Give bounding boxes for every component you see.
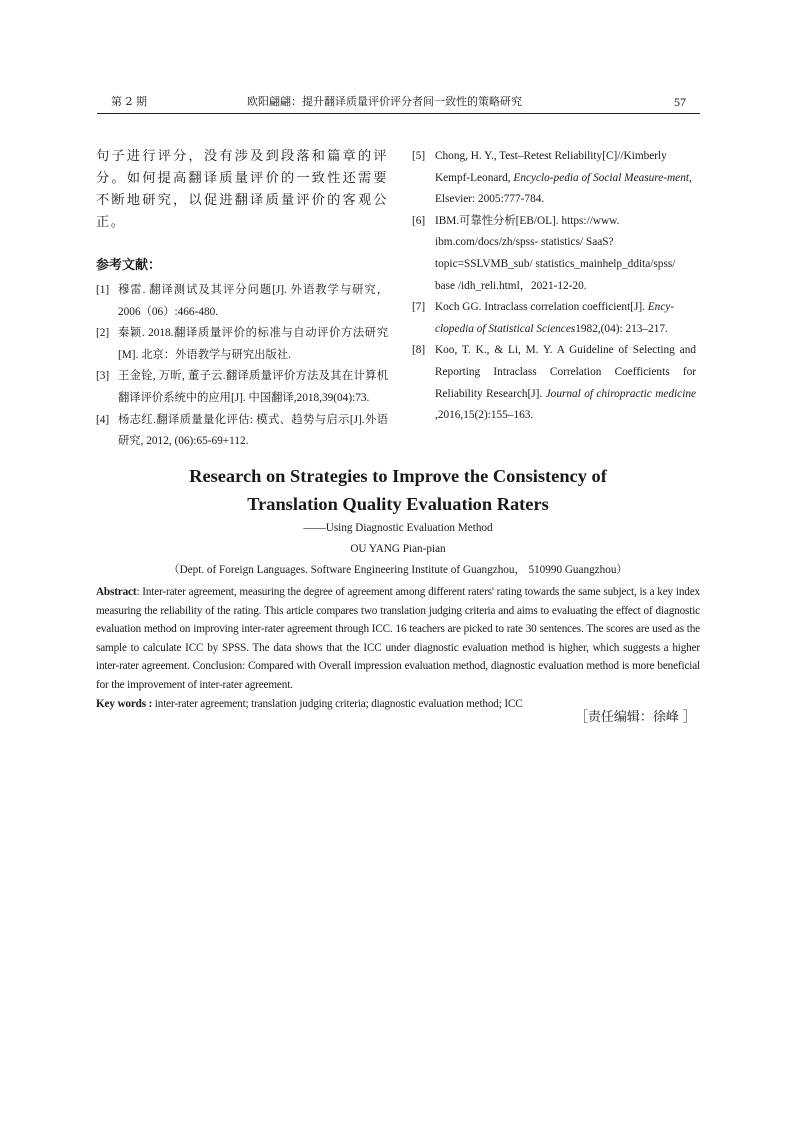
references-heading: 参考文献： xyxy=(96,258,162,273)
reference-item: [5] Chong, H. Y., Test–Retest Reliability[C]//Kimberly Kempf-Leonard, Encyclo-pedia of Social Measure-ment, Elsevier: 2005:777-784. xyxy=(412,150,692,206)
english-title-line-2: Translation Quality Evaluation Raters xyxy=(247,494,549,514)
english-author: OU YANG Pian-pian xyxy=(350,543,446,555)
issue-number: 第 2 期 xyxy=(111,95,147,108)
english-subtitle: ——Using Diagnostic Evaluation Method xyxy=(303,522,493,534)
reference-item: [7] Koch GG. Intraclass correlation coefficient[J]. Ency-clopedia of Statistical Sciences1982,(04): 213–217. xyxy=(412,301,675,335)
keywords-label: Key words : xyxy=(96,697,153,710)
body-paragraph: 句子进行评分，没有涉及到段落和篇章的评分。如何提高翻译质量评价的一致性还需要不断地研究，以促进翻译质量评价的客观公正。 xyxy=(96,149,388,230)
abstract-label: Abstract xyxy=(96,586,137,598)
abstract-text: : Inter-rater agreement, measuring the degree of agreement among different raters' rating towards the same subject, is a key index measuring the reliability of the rating. This article compares two translation judging criteria and aims to evaluating the effect of diagnostic evaluation method on improving inter-rater agreement through ICC. 16 teachers are picked to rate 30 sentences. The scores are used as the sample to calculate ICC by SPSS. The data shows that the ICC under diagnostic evaluation method is higher, which suggests a higher inter-rater agreement. Conclusion: Compared with Overall impression evaluation method, diagnostic evaluation method is more beneficial for the improvement of inter-rater agreement. xyxy=(96,586,700,691)
page-number: 57 xyxy=(674,95,686,109)
responsible-editor: ［责任编辑：徐峰 ］ xyxy=(574,710,696,725)
reference-item: [6] IBM.可靠性分析[EB/OL]. https://www. ibm.com/docs/zh/spss- statistics/ SaaS? topic=SSLVMB_sub/ statistics_mainhelp_ddita/spss/ base /idh_reli.html，2021-12-20. xyxy=(412,214,676,292)
reference-item: [8] Koo, T. K., & Li, M. Y. A Guideline of Selecting and Reporting Intraclass Correlation Coefficients for Reliability Research[J]. Journal of chiropractic medicine ,2016,15(2):155–163. xyxy=(412,344,697,422)
reference-list-left xyxy=(96,280,388,453)
reference-item: [2] 秦颖. 2018.翻译质量评价的标准与自动评价方法研究[M]. 北京：外语教学与研究出版社. xyxy=(96,327,388,361)
english-title-line-1: Research on Strategies to Improve the Consistency of xyxy=(189,466,607,486)
reference-item: [3] 王金铨, 万昕, 董子云.翻译质量评价方法及其在计算机翻译评价系统中的应用[J]. 中国翻译,2018,39(04):73. xyxy=(96,370,388,404)
english-abstract xyxy=(96,583,700,695)
right-column xyxy=(412,146,696,427)
running-header xyxy=(97,94,700,110)
english-abstract-block xyxy=(96,462,700,713)
english-affiliation: （Dept. of Foreign Languages. Software Engineering Institute of Guangzhou， 510990 Guangzhou） xyxy=(168,564,628,576)
header-rule xyxy=(97,113,700,114)
reference-item: [1] 穆雷. 翻译测试及其评分问题[J]. 外语教学与研究，2006（06）:466-480. xyxy=(96,284,388,318)
left-column xyxy=(96,146,388,453)
reference-item: [4] 杨志红.翻译质量量化评估: 模式、趋势与启示[J].外语研究, 2012, (06):65-69+112. xyxy=(96,413,388,448)
keywords-text: inter-rater agreement; translation judging criteria; diagnostic evaluation method; ICC xyxy=(152,697,523,710)
running-title: 欧阳翩翩：提升翻译质量评价评分者间一致性的策略研究 xyxy=(247,95,522,108)
